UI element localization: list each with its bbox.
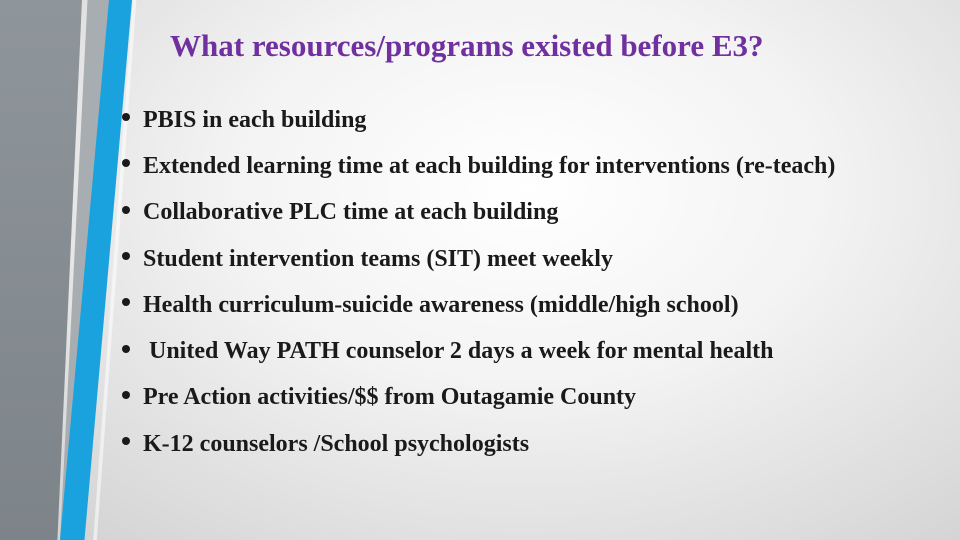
bullet-item <box>122 190 835 236</box>
bullet-text: K-12 counselors /School psychologists <box>143 430 530 457</box>
bullet-text: Health curriculum-suicide awareness (middle/high school) <box>143 291 739 318</box>
bullet-dot-icon <box>122 159 130 167</box>
bullet-text: Pre Action activities/$$ from Outagamie County <box>143 384 637 411</box>
bullet-text: United Way PATH counselor 2 days a week for mental health <box>143 338 774 365</box>
bullet-item <box>122 328 835 374</box>
bullet-dot-icon <box>122 298 130 306</box>
bullet-item <box>122 143 835 189</box>
bullet-item <box>122 375 835 421</box>
bullet-text: Collaborative PLC time at each building <box>143 199 559 226</box>
bullet-text: Student intervention teams (SIT) meet weekly <box>143 245 613 272</box>
bullet-item <box>122 236 835 282</box>
bullet-dot-icon <box>122 345 130 353</box>
bullet-dot-icon <box>122 206 130 214</box>
bullet-dot-icon <box>122 252 130 260</box>
bullet-text: PBIS in each building <box>143 106 367 133</box>
bullet-text: Extended learning time at each building for interventions (re-teach) <box>143 152 836 179</box>
bullet-dot-icon <box>122 391 130 399</box>
bullet-list <box>122 97 835 467</box>
bullet-dot-icon <box>122 113 130 121</box>
bullet-item <box>122 97 835 143</box>
bullet-item <box>122 421 835 467</box>
bullet-dot-icon <box>122 437 130 445</box>
slide-title: What resources/programs existed before E3? <box>170 28 764 63</box>
bullet-item <box>122 282 835 328</box>
